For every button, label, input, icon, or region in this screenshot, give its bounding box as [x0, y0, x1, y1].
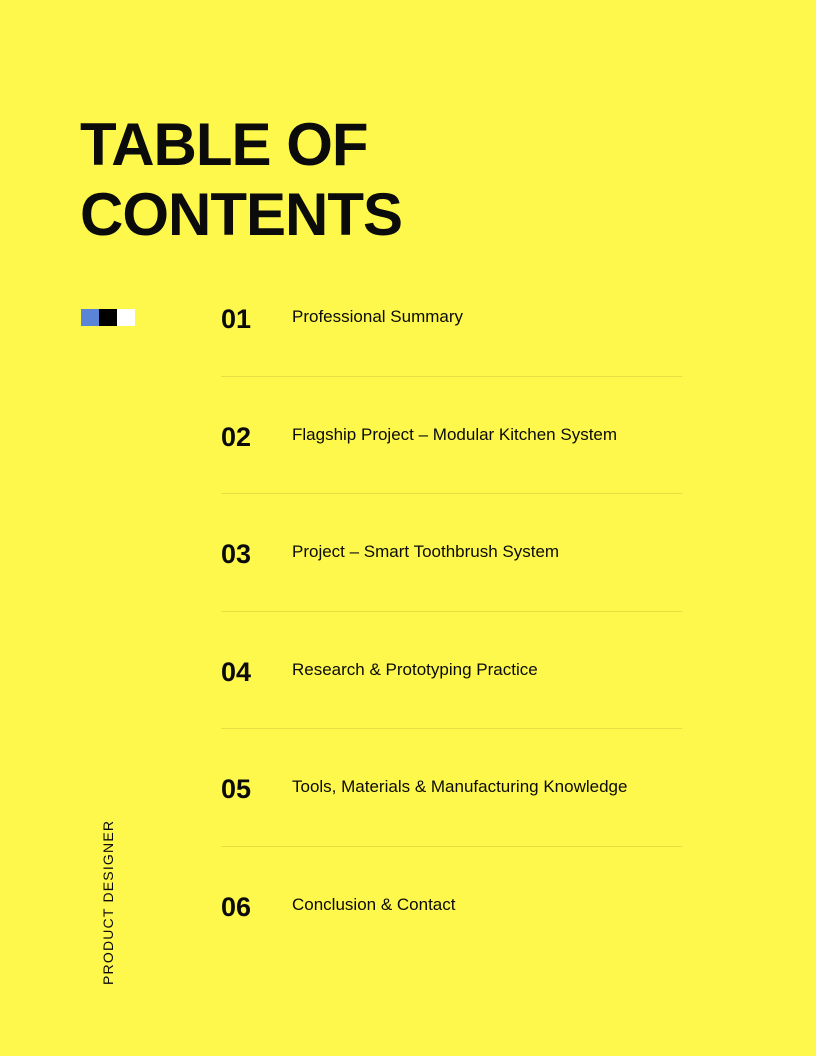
- toc-item[interactable]: [221, 377, 682, 495]
- toc-item-number: 01: [221, 304, 252, 334]
- color-swatches: [81, 309, 135, 326]
- side-label-role: PRODUCT DESIGNER: [100, 819, 116, 985]
- toc-item-number: 06: [221, 891, 252, 922]
- toc-item[interactable]: [221, 612, 682, 730]
- page-title-line-2: CONTENTS: [80, 181, 402, 248]
- toc-item-number: 02: [221, 421, 252, 452]
- page-title-line-1: TABLE OF: [80, 111, 368, 178]
- toc-item-label: Research & Prototyping Practice: [292, 659, 538, 679]
- toc-item-label: Professional Summary: [292, 307, 464, 326]
- toc-item-label: Conclusion & Contact: [292, 894, 456, 914]
- toc-item[interactable]: [221, 847, 682, 965]
- toc-item-label: Project – Smart Toothbrush System: [292, 542, 560, 561]
- toc-item-number: 03: [221, 539, 252, 569]
- toc-item-label: Flagship Project – Modular Kitchen System: [292, 424, 618, 444]
- page-title: [80, 110, 402, 250]
- blue-swatch: [81, 309, 99, 326]
- toc-item[interactable]: [221, 729, 682, 847]
- toc-item-number: 04: [221, 656, 252, 687]
- toc-item-number: 05: [221, 774, 252, 804]
- toc-item[interactable]: [221, 494, 682, 612]
- white-swatch: [117, 309, 135, 326]
- toc-item[interactable]: [221, 259, 682, 377]
- table-of-contents: [221, 259, 682, 964]
- toc-item-label: Tools, Materials & Manufacturing Knowledge: [292, 777, 628, 796]
- black-swatch: [99, 309, 117, 326]
